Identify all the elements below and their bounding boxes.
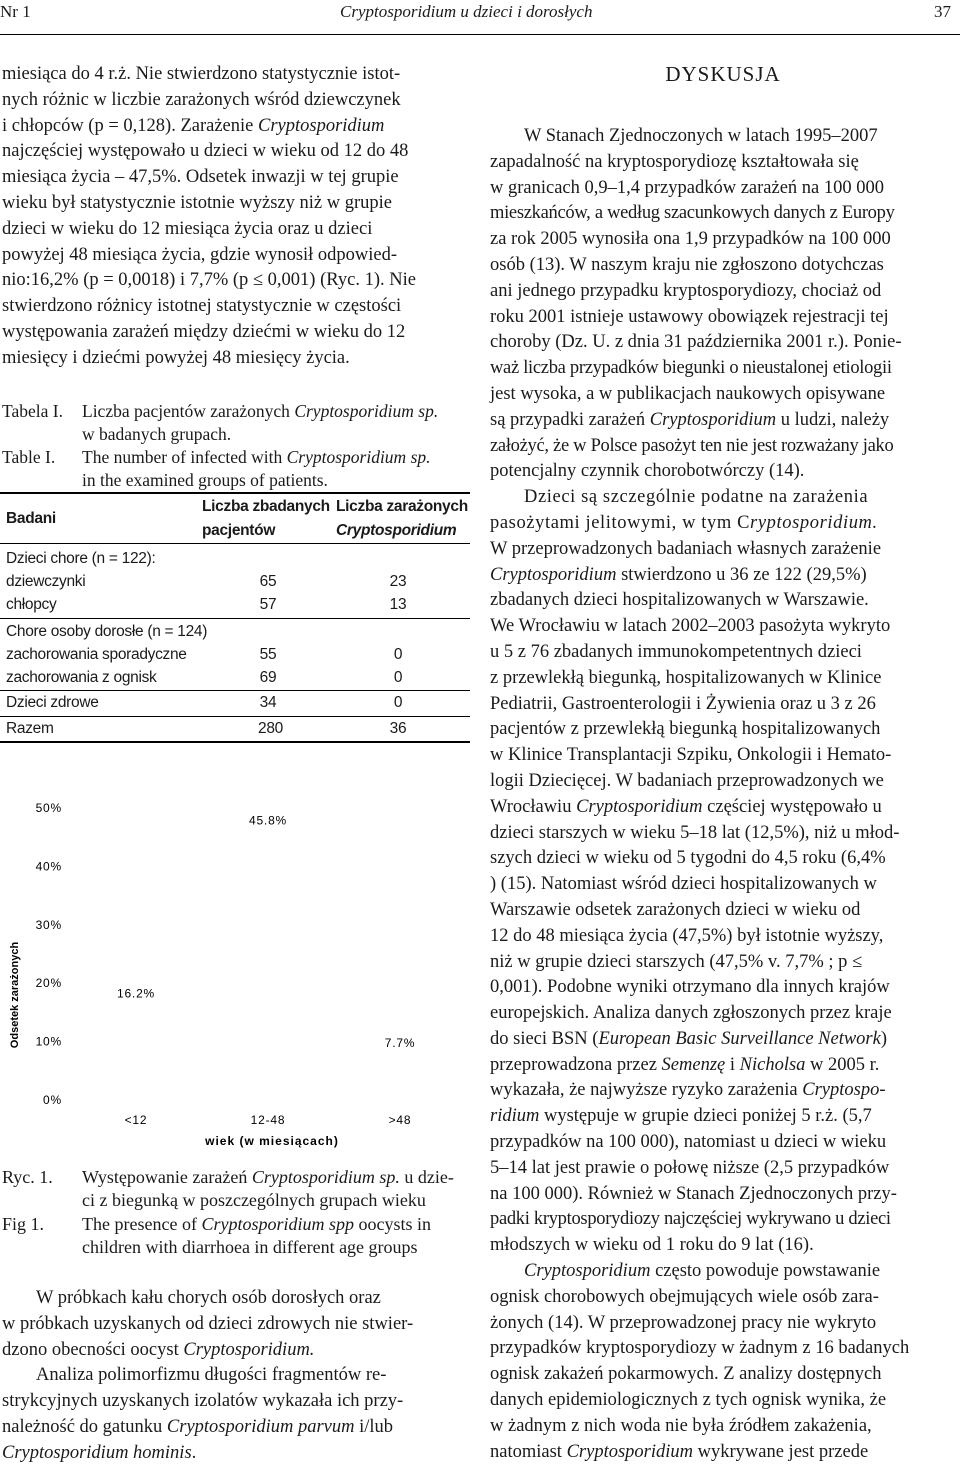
text-line: miesiąca życia – 47,5%. Odsetek inwazji w tej grupie: [2, 167, 399, 188]
header-rule: [0, 34, 960, 35]
text-line: Wrocławiu Cryptosporidium częściej występowało u: [490, 796, 882, 817]
y-tick-label: 0%: [43, 1093, 62, 1107]
text-line: mieszkańców, a według szacunkowych danych z Europy: [490, 203, 895, 224]
text-line: 12 do 48 miesiąca życia (47,5%) był istotnie wyższy,: [490, 925, 884, 946]
x-ticks: [125, 1113, 412, 1127]
table-row-rule: [0, 690, 470, 691]
issue-number: Nr 1: [0, 2, 31, 21]
text-line: pacjentów z przewlekłą biegunką hospitalizowanych: [490, 719, 881, 740]
y-tick-label: 10%: [35, 1034, 62, 1049]
bar-value-label: 16.2%: [116, 986, 156, 1001]
text-line: We Wrocławiu w latach 2002–2003 pasożyta wykryto: [490, 616, 891, 637]
text-line: choroby (Dz. U. z dnia 31 października 2001 r.). Ponie-: [490, 332, 902, 353]
text-line: W przeprowadzonych badaniach własnych zarażenie: [490, 538, 882, 559]
data-table: Badani Liczba zbadanych pacjentów Liczba zarażonych Cryptosporidium: [6, 498, 468, 539]
text-line: w próbkach uzyskanych od dzieci zdrowych nie stwier-: [2, 1313, 414, 1334]
text-line: logii Dziecięcej. W badaniach przeprowadzonych we: [490, 770, 884, 791]
text-line: dzono obecności oocyst Cryptosporidium.: [2, 1339, 315, 1360]
x-tick-label: >48: [388, 1113, 412, 1127]
bar-chart: [0, 790, 472, 1160]
text-line: nych różnic w liczbie zarażonych wśród dziewczynek: [2, 89, 401, 110]
text-line: W próbkach kału chorych osób dorosłych oraz: [36, 1288, 381, 1308]
text-line: ani jednego przypadku kryptosporydiozy, chociaż od: [490, 280, 882, 301]
text-line: ognisk chorobowych obejmujących wiele osób zara-: [490, 1286, 879, 1307]
text-line: jest wysoka, a w publikacjach naukowych opisywane: [490, 383, 886, 404]
running-header: [0, 0, 960, 30]
text-line: 5–14 lat jest prawie o połowę niższe (2,5 przypadków: [490, 1157, 890, 1178]
left-bottom-paragraphs: [2, 1286, 470, 1467]
text-line: za rok 2005 wynosiła ona 1,9 przypadków na 100 000: [490, 229, 891, 250]
y-ticks: [36, 801, 62, 1107]
text-line: z przewlekłą biegunką, hospitalizowanych w Klinice: [490, 667, 882, 688]
text-line: u 5 z 76 zbadanych immunokompetentnych dzieci: [490, 641, 862, 662]
y-tick-label: 20%: [35, 976, 62, 991]
text-line: roku 2001 istnieje ustawowy obowiązek rejestracji tej: [490, 306, 889, 327]
text-line: w żadnym z nich woda nie była źródłem zakażenia,: [490, 1415, 872, 1436]
text-line: ognisk zakażeń pokarmowych. Z analizy dostępnych: [490, 1364, 882, 1385]
text-line: Warszawie odsetek zarażonych dzieci w wieku od: [490, 899, 861, 920]
text-line: dzieci w wieku do 12 miesiąca życia oraz u dzieci: [2, 218, 373, 239]
text-line: danych epidemiologicznych z tych ognisk wynika, że: [490, 1390, 887, 1411]
y-tick-label: 40%: [35, 859, 62, 874]
text-line: do sieci BSN (European Basic Surveillance Network): [490, 1028, 888, 1049]
figure-caption: Ryc. 1. Występowanie zarażeń Cryptosporidium sp. u dzie- ci z biegunką w poszczególnych grupach wieku Fig 1. The presence of Cryptosporidium spp oocysts in children with diarrhoea in different age groups: [2, 1167, 454, 1257]
page-number: 37: [934, 2, 951, 21]
text-line: są przypadki zarażeń Cryptosporidium u ludzi, należy: [490, 409, 890, 430]
text-line: dzieci starszych w wieku 5–18 lat (12,5%), niż u młod-: [490, 822, 900, 843]
text-line: 0,001). Podobne wyniki otrzymano dla innych krajów: [490, 977, 890, 998]
bar-value-labels: [117, 814, 415, 1051]
text-line: waż liczba przypadków biegunki o nieustalonej etiologii: [490, 358, 892, 379]
x-tick-label: <12: [124, 1113, 148, 1127]
x-axis-label: wiek (w miesiącach): [205, 1134, 339, 1148]
left-intro-paragraph: [2, 62, 470, 372]
text-line: ridium występuje w grupie dzieci poniżej 5 r.ż. (5,7: [490, 1106, 872, 1127]
table-row-rule: [0, 716, 470, 717]
text-line: zapadalność na kryptosporydiozę kształtowała się: [490, 151, 859, 172]
text-line: osób (13). W naszym kraju nie zgłoszono dotychczas: [490, 254, 884, 275]
text-line: pasożytami jelitowymi, w tym Cryptosporidium.: [490, 512, 878, 533]
text-line: zbadanych dzieci hospitalizowanych w Warszawie.: [490, 590, 869, 611]
table-row-rule: [0, 618, 470, 619]
text-line: najczęściej występowało u dzieci w wieku od 12 do 48: [2, 141, 409, 162]
text-line: szych dzieci w wieku od 5 tygodni do 4,5 roku (6,4%: [490, 848, 886, 869]
text-line: nio:16,2% (p = 0,0018) i 7,7% (p ≤ 0,001) (Ryc. 1). Nie: [2, 270, 416, 291]
text-line: należność do gatunku Cryptosporidium parvum i/lub: [2, 1416, 394, 1437]
text-line: w granicach 0,9–1,4 przypadków zarażeń na 100 000: [490, 177, 885, 198]
y-tick-label: 50%: [35, 801, 62, 815]
text-line: w Klinice Transplantacji Szpiku, Onkologii i Hemato-: [490, 745, 892, 766]
text-line: Cryptosporidium często powoduje powstawanie: [524, 1261, 881, 1282]
running-title: Cryptosporidium u dzieci i dorosłych: [340, 2, 593, 21]
table-caption: Tabela I. Liczba pacjentów zarażonych Cryptosporidium sp. w badanych grupach. Table I. The number of infected with Cryptosporidium sp. in the examined groups of patients.: [2, 401, 439, 490]
text-line: występowania zarażeń między dziećmi w wieku do 12: [2, 321, 406, 342]
table-header-rule: [0, 543, 470, 544]
y-tick-label: 30%: [35, 917, 62, 932]
text-line: niż w grupie dzieci starszych (47,5% v. 7,7% ; p ≤: [490, 951, 863, 972]
x-tick-label: 12-48: [250, 1113, 286, 1127]
text-line: i chłopców (p = 0,128). Zarażenie Cryptosporidium: [2, 115, 385, 136]
section-heading: DYSKUSJA: [665, 62, 781, 86]
text-line: natomiast Cryptosporidium wykrywane jest przede: [490, 1441, 869, 1462]
text-line: miesiąca do 4 r.ż. Nie stwierdzono statystycznie istot-: [2, 64, 401, 84]
text-line: przeprowadzona przez Semenzę i Nicholsa w 2005 r.: [490, 1054, 880, 1075]
text-line: żonych (14). W przeprowadzonej pracy nie wykryto: [490, 1312, 877, 1333]
text-line: strykcyjnych uzyskanych izolatów wykazała ich przy-: [2, 1391, 404, 1412]
text-line: ) (15). Natomiast wśród dzieci hospitalizowanych w: [490, 874, 877, 895]
text-line: W Stanach Zjednoczonych w latach 1995–2007: [524, 126, 878, 146]
table-bottom-rule: [0, 741, 470, 743]
text-line: Dzieci są szczególnie podatne na zarażenia: [524, 487, 869, 508]
text-line: na 100 000). Również w Stanach Zjednoczonych przy-: [490, 1183, 897, 1204]
text-line: stwierdzono różnicy istotnej statystycznie w częstości: [2, 296, 402, 317]
text-line: przypadków na 100 000), natomiast u dzieci w wieku: [490, 1132, 887, 1153]
text-line: przypadków kryptosporydiozy w żadnym z 16 badanych: [490, 1338, 910, 1359]
discussion-text: [490, 124, 956, 1465]
bar-value-label: 7.7%: [384, 1036, 416, 1051]
text-line: powyżej 48 miesiąca życia, gdzie wynosił odpowied-: [2, 244, 398, 265]
text-line: wieku był statystycznie istotnie wyższy niż w grupie: [2, 192, 392, 213]
text-line: Cryptosporidium hominis.: [2, 1442, 197, 1463]
text-line: miesięcy i dziećmi powyżej 48 miesięcy życia.: [2, 347, 350, 368]
text-line: Pediatrii, Gastroenterologii i Żywienia oraz u 3 z 26: [490, 693, 876, 714]
text-line: Cryptosporidium stwierdzono u 36 ze 122 (29,5%): [490, 564, 867, 585]
text-line: młodszych w wieku od 1 roku do 9 lat (16).: [490, 1235, 814, 1256]
text-line: potencjalny czynnik chorobotwórczy (14).: [490, 461, 805, 482]
text-line: założyć, że w Polsce pasożyt ten nie jest rozważany jako: [490, 435, 894, 456]
text-line: europejskich. Analiza danych zgłoszonych przez kraje: [490, 1003, 892, 1024]
text-line: wykazała, że najwyższe ryzyko zarażenia Cryptospo-: [490, 1080, 886, 1101]
bar-value-label: 45.8%: [248, 813, 288, 828]
text-line: Analiza polimorfizmu długości fragmentów re-: [36, 1365, 387, 1386]
text-line: padki kryptosporydiozy najczęściej wykrywano u dzieci: [490, 1209, 891, 1230]
y-axis-label: Odsetek zarażonych: [9, 941, 21, 1049]
